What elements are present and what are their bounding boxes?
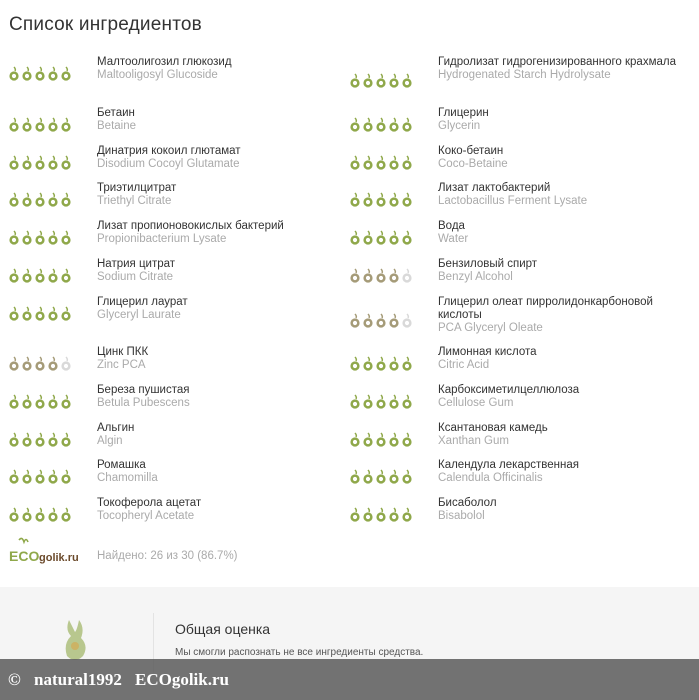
- safety-rating: [349, 230, 413, 246]
- drop-icon: [349, 73, 361, 89]
- drop-icon: [47, 192, 59, 208]
- safety-rating: [349, 313, 413, 329]
- safety-rating: [8, 155, 72, 171]
- ingredient-item[interactable]: [438, 145, 688, 171]
- drop-icon: [375, 469, 387, 485]
- safety-rating: [8, 432, 72, 448]
- ingredient-name-ru: Бензиловый спирт: [438, 258, 538, 270]
- drop-icon: [375, 268, 387, 284]
- drop-icon: [8, 192, 20, 208]
- ingredient-name-ru: Календула лекарственная: [438, 459, 579, 471]
- ingredient-name-latin: Water: [438, 233, 469, 245]
- drop-icon: [21, 268, 33, 284]
- ingredient-name-latin: Sodium Citrate: [97, 271, 174, 283]
- drop-icon: [401, 313, 413, 329]
- drop-icon: [362, 432, 374, 448]
- svg-text:golik.ru: golik.ru: [39, 552, 79, 564]
- drop-icon: [34, 155, 46, 171]
- drop-icon: [375, 356, 387, 372]
- safety-rating: [8, 192, 72, 208]
- drop-icon: [349, 507, 361, 523]
- ingredient-name-latin: Triethyl Citrate: [97, 195, 172, 207]
- drop-icon: [388, 507, 400, 523]
- drop-icon: [388, 313, 400, 329]
- drop-icon: [21, 66, 33, 82]
- ecogolik-logo[interactable]: [9, 537, 84, 567]
- drop-icon: [47, 356, 59, 372]
- drop-icon: [375, 230, 387, 246]
- drop-icon: [60, 117, 72, 133]
- drop-icon: [349, 155, 361, 171]
- watermark-bar: [0, 659, 699, 700]
- ingredient-item[interactable]: [438, 459, 688, 485]
- ingredient-name-ru: Лизат пропионовокислых бактерий: [97, 220, 284, 232]
- drop-icon: [375, 507, 387, 523]
- ingredient-name-latin: Chamomilla: [97, 472, 158, 484]
- ingredient-item[interactable]: [97, 182, 332, 208]
- drop-icon: [362, 268, 374, 284]
- drop-icon: [47, 117, 59, 133]
- ingredient-name-ru: Глицерил олеат пирролидонкарбоновой кислоты: [438, 296, 653, 321]
- drop-icon: [8, 356, 20, 372]
- drop-icon: [47, 306, 59, 322]
- drop-icon: [8, 306, 20, 322]
- ingredient-item[interactable]: [438, 422, 688, 448]
- summary-text: Мы смогли распознать не все ингредиенты средства.: [175, 647, 424, 658]
- drop-icon: [34, 66, 46, 82]
- drop-icon: [8, 432, 20, 448]
- ingredient-item[interactable]: [97, 384, 332, 410]
- drop-icon: [375, 192, 387, 208]
- safety-rating: [349, 155, 413, 171]
- drop-icon: [362, 469, 374, 485]
- ingredient-name-latin: Benzyl Alcohol: [438, 271, 513, 283]
- drop-icon: [60, 66, 72, 82]
- drop-icon: [21, 469, 33, 485]
- drop-icon: [401, 432, 413, 448]
- safety-rating: [8, 268, 72, 284]
- watermark-user: natural1992: [34, 670, 122, 689]
- ingredient-name-latin: Glycerin: [438, 120, 481, 132]
- drop-icon: [8, 117, 20, 133]
- safety-rating: [8, 507, 72, 523]
- ingredient-name-latin: Zinc PCA: [97, 359, 146, 371]
- drop-icon: [47, 394, 59, 410]
- ingredient-item[interactable]: [97, 107, 332, 133]
- drop-icon: [47, 507, 59, 523]
- drop-icon: [47, 155, 59, 171]
- drop-icon: [401, 394, 413, 410]
- ingredient-name-latin: Xanthan Gum: [438, 435, 509, 447]
- drop-icon: [375, 394, 387, 410]
- ingredient-item[interactable]: [97, 56, 332, 82]
- drop-icon: [47, 469, 59, 485]
- drop-icon: [349, 192, 361, 208]
- drop-icon: [362, 155, 374, 171]
- ingredient-name-latin: Disodium Cocoyl Glutamate: [97, 158, 240, 170]
- safety-rating: [349, 507, 413, 523]
- drop-icon: [401, 268, 413, 284]
- safety-rating: [8, 66, 72, 82]
- drop-icon: [388, 155, 400, 171]
- svg-text:ECO: ECO: [9, 548, 40, 564]
- safety-rating: [349, 73, 413, 89]
- ingredient-name-ru: Гидролизат гидрогенизированного крахмала: [438, 56, 676, 68]
- ingredient-name-ru: Ксантановая камедь: [438, 422, 548, 434]
- safety-rating: [349, 117, 413, 133]
- drop-icon: [388, 394, 400, 410]
- drop-icon: [34, 117, 46, 133]
- ingredient-name-latin: Citric Acid: [438, 359, 490, 371]
- safety-rating: [8, 117, 72, 133]
- ingredient-item[interactable]: [97, 220, 332, 246]
- safety-rating: [8, 356, 72, 372]
- ingredient-name-ru: Лимонная кислота: [438, 346, 537, 358]
- drop-icon: [362, 313, 374, 329]
- ingredient-name-ru: Триэтилцитрат: [97, 182, 177, 194]
- ingredient-name-latin: Tocopheryl Acetate: [97, 510, 195, 522]
- drop-icon: [362, 394, 374, 410]
- drop-icon: [8, 230, 20, 246]
- drop-icon: [388, 469, 400, 485]
- drop-icon: [362, 192, 374, 208]
- ingredient-name-ru: Глицерин: [438, 107, 489, 119]
- drop-icon: [34, 306, 46, 322]
- drop-icon: [349, 117, 361, 133]
- drop-icon: [47, 66, 59, 82]
- drop-icon: [34, 230, 46, 246]
- ingredient-name-latin: PCA Glyceryl Oleate: [438, 322, 543, 334]
- ingredient-item[interactable]: [438, 56, 688, 82]
- drop-icon: [401, 73, 413, 89]
- drop-icon: [34, 469, 46, 485]
- ingredient-name-ru: Альгин: [97, 422, 135, 434]
- drop-icon: [362, 230, 374, 246]
- drop-icon: [21, 155, 33, 171]
- safety-rating: [349, 432, 413, 448]
- drop-icon: [375, 117, 387, 133]
- drop-icon: [349, 469, 361, 485]
- safety-rating: [349, 268, 413, 284]
- safety-rating: [349, 394, 413, 410]
- drop-icon: [401, 155, 413, 171]
- drop-icon: [21, 117, 33, 133]
- drop-icon: [34, 356, 46, 372]
- ingredient-item[interactable]: [438, 497, 688, 523]
- drop-icon: [47, 432, 59, 448]
- ingredient-name-latin: Bisabolol: [438, 510, 485, 522]
- drop-icon: [375, 313, 387, 329]
- drop-icon: [388, 117, 400, 133]
- ingredient-name-ru: Натрия цитрат: [97, 258, 176, 270]
- safety-rating: [8, 394, 72, 410]
- ingredient-item[interactable]: [438, 346, 688, 372]
- drop-icon: [401, 230, 413, 246]
- drop-icon: [60, 432, 72, 448]
- safety-rating: [349, 356, 413, 372]
- ingredient-name-latin: Maltooligosyl Glucoside: [97, 69, 218, 81]
- ingredient-name-ru: Малтоолигозил глюкозид: [97, 56, 232, 68]
- drop-icon: [60, 469, 72, 485]
- drop-icon: [349, 230, 361, 246]
- drop-icon: [388, 73, 400, 89]
- ingredient-name-ru: Вода: [438, 220, 465, 232]
- drop-icon: [349, 394, 361, 410]
- drop-icon: [388, 432, 400, 448]
- safety-rating: [8, 230, 72, 246]
- drop-icon: [60, 230, 72, 246]
- ingredient-name-ru: Бисаболол: [438, 497, 497, 509]
- drop-icon: [362, 117, 374, 133]
- drop-icon: [60, 306, 72, 322]
- ingredient-name-latin: Calendula Officinalis: [438, 472, 543, 484]
- safety-rating: [8, 306, 72, 322]
- drop-icon: [60, 155, 72, 171]
- drop-icon: [60, 507, 72, 523]
- drop-icon: [21, 356, 33, 372]
- ingredient-name-latin: Betaine: [97, 120, 137, 132]
- ingredient-name-latin: Hydrogenated Starch Hydrolysate: [438, 69, 611, 81]
- drop-icon: [60, 394, 72, 410]
- ingredient-name-ru: Цинк ПКК: [97, 346, 149, 358]
- drop-icon: [34, 507, 46, 523]
- found-summary: Найдено: 26 из 30 (86.7%): [97, 550, 238, 562]
- ingredient-name-ru: Глицерил лаурат: [97, 296, 188, 308]
- ingredient-item[interactable]: [438, 182, 688, 208]
- ingredient-name-ru: Карбоксиметилцеллюлоза: [438, 384, 580, 396]
- drop-icon: [21, 507, 33, 523]
- drop-icon: [8, 469, 20, 485]
- ingredient-name-ru: Лизат лактобактерий: [438, 182, 551, 194]
- ingredient-name-ru: Токоферола ацетат: [97, 497, 202, 509]
- ingredient-name-ru: Ромашка: [97, 459, 146, 471]
- drop-icon: [21, 432, 33, 448]
- drop-icon: [362, 507, 374, 523]
- drop-icon: [8, 394, 20, 410]
- drop-icon: [388, 230, 400, 246]
- drop-icon: [362, 356, 374, 372]
- drop-icon: [21, 306, 33, 322]
- drop-icon: [34, 268, 46, 284]
- ingredient-name-latin: Algin: [97, 435, 123, 447]
- ingredient-item[interactable]: [438, 220, 688, 246]
- ingredient-name-ru: Бетаин: [97, 107, 135, 119]
- safety-rating: [349, 192, 413, 208]
- drop-icon: [388, 268, 400, 284]
- watermark-site: ECOgolik.ru: [135, 670, 229, 689]
- ingredient-name-latin: Cellulose Gum: [438, 397, 514, 409]
- drop-icon: [349, 313, 361, 329]
- ingredient-item[interactable]: [97, 296, 332, 322]
- safety-rating: [8, 469, 72, 485]
- ingredient-item[interactable]: [438, 384, 688, 410]
- drop-icon: [388, 356, 400, 372]
- ingredient-name-latin: Lactobacillus Ferment Lysate: [438, 195, 588, 207]
- ingredient-name-latin: Betula Pubescens: [97, 397, 190, 409]
- ingredient-name-ru: Береза пушистая: [97, 384, 190, 396]
- ingredient-name-latin: Glyceryl Laurate: [97, 309, 181, 321]
- ingredient-item[interactable]: [438, 258, 688, 284]
- drop-icon: [47, 268, 59, 284]
- drop-icon: [401, 507, 413, 523]
- drop-icon: [21, 230, 33, 246]
- safety-rating: [349, 469, 413, 485]
- drop-icon: [362, 73, 374, 89]
- drop-icon: [47, 230, 59, 246]
- drop-icon: [375, 73, 387, 89]
- drop-icon: [401, 117, 413, 133]
- ingredient-item[interactable]: [97, 145, 332, 171]
- ingredient-item[interactable]: [438, 296, 688, 335]
- drop-icon: [8, 507, 20, 523]
- drop-icon: [375, 432, 387, 448]
- drop-icon: [401, 469, 413, 485]
- drop-icon: [401, 192, 413, 208]
- drop-icon: [349, 356, 361, 372]
- drop-icon: [21, 192, 33, 208]
- drop-icon: [349, 432, 361, 448]
- drop-icon: [34, 394, 46, 410]
- ingredient-item[interactable]: [97, 258, 332, 284]
- ingredient-item[interactable]: [97, 497, 332, 523]
- page-title: Список ингредиентов: [9, 14, 202, 35]
- drop-icon: [8, 66, 20, 82]
- drop-icon: [388, 192, 400, 208]
- ingredient-name-ru: Коко-бетаин: [438, 145, 504, 157]
- ingredient-item[interactable]: [97, 346, 332, 372]
- drop-icon: [60, 356, 72, 372]
- drop-icon: [8, 268, 20, 284]
- ingredient-name-latin: Coco-Betaine: [438, 158, 508, 170]
- ingredient-name-latin: Propionibacterium Lysate: [97, 233, 227, 245]
- ingredient-item[interactable]: [438, 107, 688, 133]
- ingredient-item[interactable]: [97, 459, 332, 485]
- drop-icon: [60, 192, 72, 208]
- drop-icon: [60, 268, 72, 284]
- ingredient-item[interactable]: [97, 422, 332, 448]
- drop-icon: [34, 192, 46, 208]
- copyright-symbol: ©: [8, 670, 21, 689]
- drop-icon: [401, 356, 413, 372]
- drop-icon: [375, 155, 387, 171]
- drop-icon: [34, 432, 46, 448]
- drop-icon: [8, 155, 20, 171]
- drop-icon: [349, 268, 361, 284]
- ingredient-name-ru: Динатрия кокоил глютамат: [97, 145, 241, 157]
- drop-icon: [21, 394, 33, 410]
- summary-title: Общая оценка: [175, 621, 271, 637]
